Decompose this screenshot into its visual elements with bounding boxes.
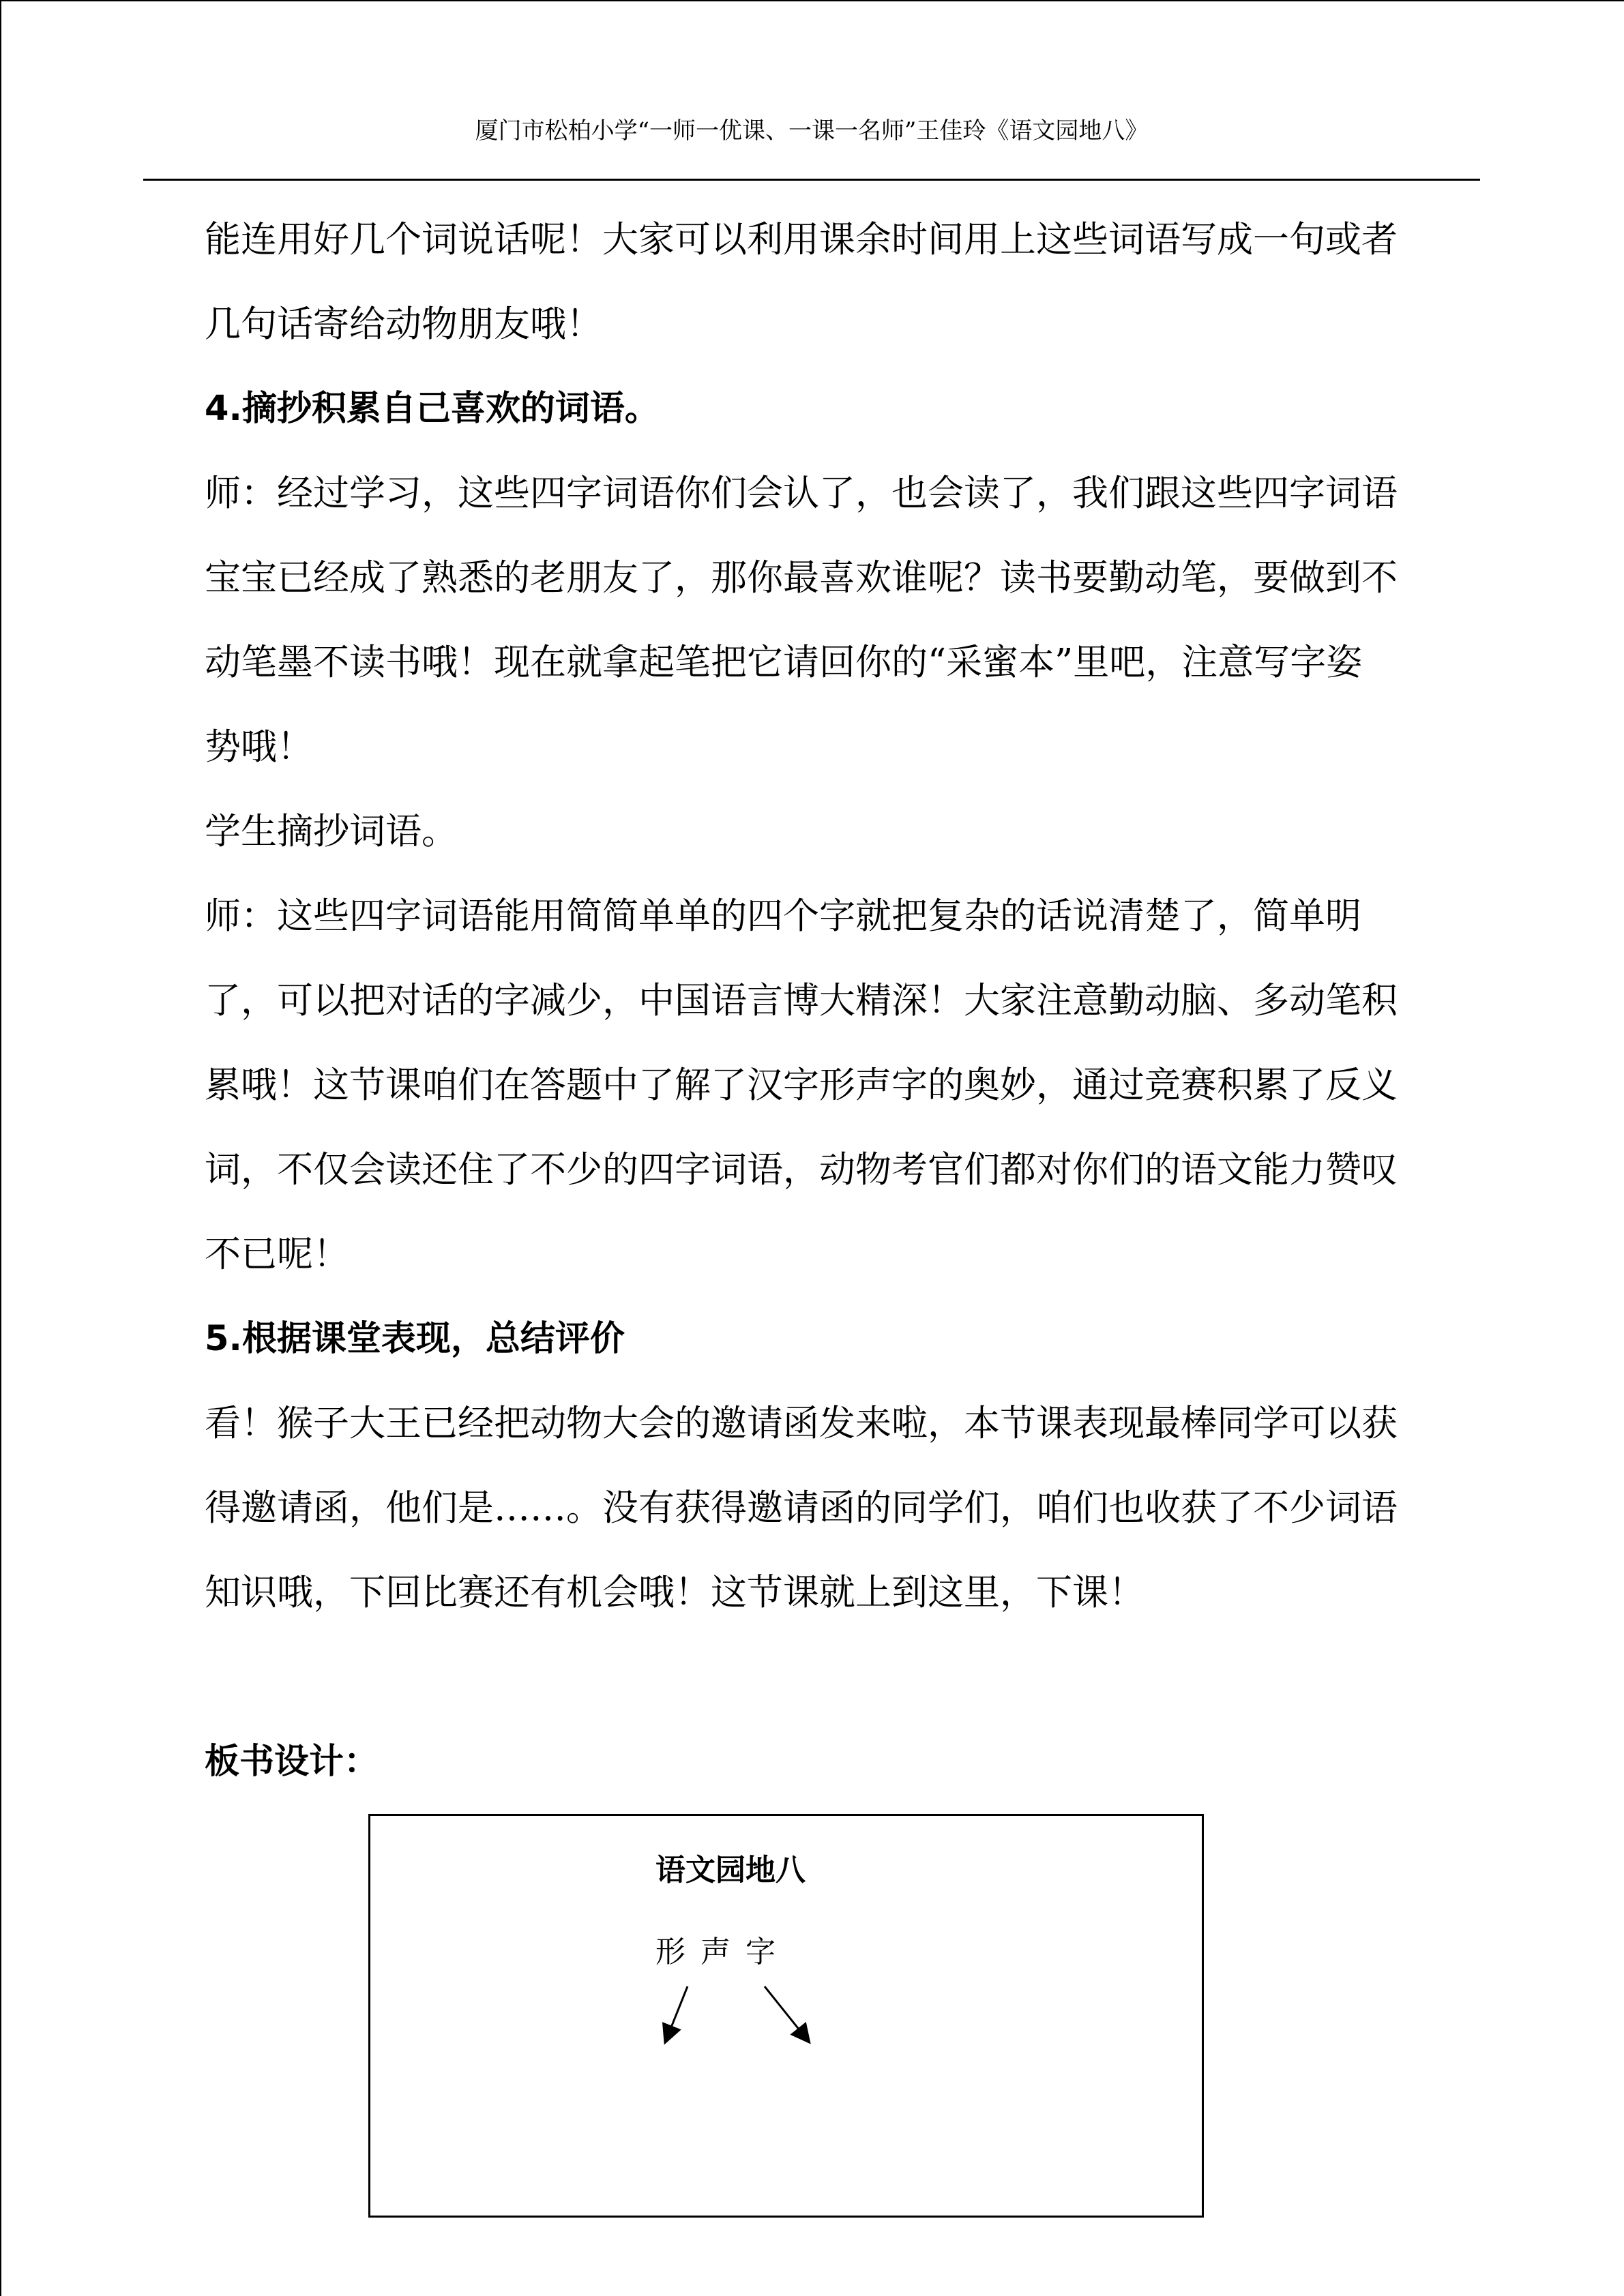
blackboard-design-box bbox=[368, 1814, 1204, 2218]
board-title: 语文园地八 bbox=[655, 1853, 806, 1888]
board-subtitle: 形声字 bbox=[655, 1935, 791, 1969]
teacher-line: 师：经过学习，这些四字词语你们会认了，也会读了，我们跟这些四字词语 bbox=[205, 473, 1398, 514]
section-heading-5: 5.根据课堂表现，总结评价 bbox=[205, 1319, 625, 1359]
arrow-left bbox=[666, 1986, 688, 2041]
teacher-line: 宝宝已经成了熟悉的老朋友了，那你最喜欢谁呢？读书要勤动笔，要做到不 bbox=[205, 557, 1398, 599]
board-arrows bbox=[370, 1816, 1206, 2220]
body-line: 能连用好几个词说话呢！大家可以利用课余时间用上这些词语写成一句或者 bbox=[205, 219, 1398, 260]
summary-line: 得邀请函，他们是……。没有获得邀请函的同学们，咱们也收获了不少词语 bbox=[205, 1487, 1398, 1529]
summary-line: 看！猴子大王已经把动物大会的邀请函发来啦，本节课表现最棒同学可以获 bbox=[205, 1403, 1398, 1444]
teacher-line: 了，可以把对话的字减少，中国语言博大精深！大家注意勤动脑、多动笔积 bbox=[205, 980, 1398, 1022]
blank-line bbox=[205, 1635, 1473, 1720]
teacher-line: 动笔墨不读书哦！现在就拿起笔把它请回你的“采蜜本”里吧，注意写字姿 bbox=[205, 642, 1363, 683]
arrow-right bbox=[765, 1986, 808, 2041]
section-heading-4: 4.摘抄积累自己喜欢的词语。 bbox=[205, 389, 660, 429]
page-header: 厦门市松柏小学“一师一优课、一课一名师”王佳玲《语文园地八》 bbox=[475, 117, 1149, 145]
student-line: 学生摘抄词语。 bbox=[205, 811, 458, 852]
board-design-heading: 板书设计： bbox=[205, 1742, 379, 1782]
header-divider bbox=[143, 179, 1480, 181]
summary-line: 知识哦，下回比赛还有机会哦！这节课就上到这里，下课！ bbox=[205, 1572, 1145, 1613]
teacher-line: 师：这些四字词语能用简简单单的四个字就把复杂的话说清楚了，简单明 bbox=[205, 895, 1361, 937]
document-body bbox=[205, 198, 1473, 1804]
body-line: 几句话寄给动物朋友哦！ bbox=[205, 303, 602, 345]
teacher-line: 词，不仅会读还住了不少的四字词语，动物考官们都对你们的语文能力赞叹 bbox=[205, 1149, 1398, 1191]
teacher-line: 势哦！ bbox=[205, 726, 313, 768]
teacher-line: 不已呢！ bbox=[205, 1234, 349, 1275]
teacher-line: 累哦！这节课咱们在答题中了解了汉字形声字的奥妙，通过竞赛积累了反义 bbox=[205, 1064, 1398, 1106]
